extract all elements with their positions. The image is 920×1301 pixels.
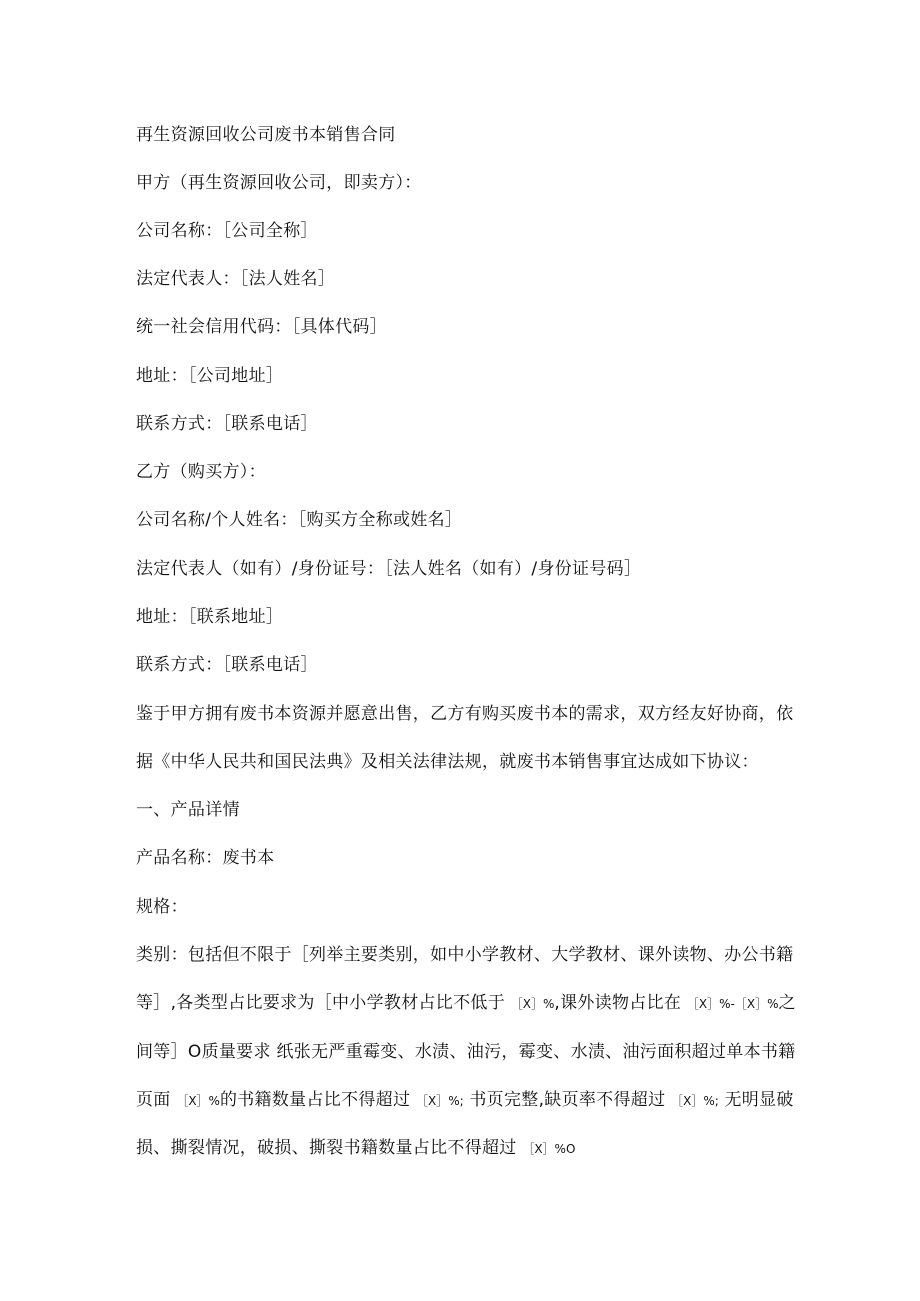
category-line-4-part-c: 的书籍数量占比不得超过 <box>219 1090 411 1110</box>
category-line-2-part-c: ,课外读物占比在 <box>554 993 682 1013</box>
party-b-legal-rep-id: 法定代表人（如有）/身份证号：［法人姓名（如有）/身份证号码］ <box>136 559 642 579</box>
category-line-5-part-a: 损、撕裂情况，破损、撕裂书籍数量占比不得超过 <box>136 1138 517 1158</box>
preamble-line-2: 据《中华人民共和国民法典》及相关法律法规，就废书本销售事宜达成如下协议： <box>136 752 759 772</box>
party-a-legal-rep: 法定代表人：［法人姓名］ <box>136 269 336 289</box>
category-line-4-part-e: 书页完整,缺页率不得超过 <box>469 1090 666 1110</box>
document-title: 再生资源回收公司废书本销售合同 <box>136 125 396 145</box>
category-line-2 <box>136 991 796 1016</box>
category-line-2-part-d: ［X］%-［X］% <box>686 997 779 1011</box>
party-b-name: 公司名称/个人姓名：［购买方全称或姓名］ <box>136 510 463 530</box>
category-line-4 <box>136 1088 794 1113</box>
category-line-4-part-f: ［X］%; <box>671 1094 719 1108</box>
party-a-credit-code: 统一社会信用代码：［具体代码］ <box>136 317 387 337</box>
section-1-heading: 一、产品详情 <box>136 800 240 820</box>
category-line-4-part-g: 无明显破 <box>724 1090 794 1110</box>
party-a-contact: 联系方式：［联系电话］ <box>136 414 318 434</box>
category-line-1: 类别：包括但不限于［列举主要类别，如中小学教材、大学教材、课外读物、办公书籍 <box>136 945 794 965</box>
category-line-2-part-a: 等］,各类型占比要求为［中小学教材占比不低于 <box>136 993 506 1013</box>
category-line-3: 间等］O质量要求 纸张无严重霉变、水渍、油污，霉变、水渍、油污面积超过单本书籍 <box>136 1042 796 1062</box>
category-line-4-part-b: ［X］% <box>176 1094 220 1108</box>
party-b-heading: 乙方（购买方）： <box>136 462 266 482</box>
party-a-heading: 甲方（再生资源回收公司，即卖方）： <box>136 173 422 193</box>
party-b-contact: 联系方式：［联系电话］ <box>136 655 318 675</box>
product-name: 产品名称：废书本 <box>136 848 275 868</box>
party-b-address: 地址：［联系地址］ <box>136 607 284 627</box>
party-a-address: 地址：［公司地址］ <box>136 366 284 386</box>
category-line-2-part-b: ［X］% <box>510 997 555 1011</box>
category-line-5 <box>136 1136 575 1161</box>
spec-label: 规格： <box>136 897 188 917</box>
category-line-4-part-a: 页面 <box>136 1090 171 1110</box>
preamble-line-1: 鉴于甲方拥有废书本资源并愿意出售，乙方有购买废书本的需求，双方经友好协商，依 <box>136 704 794 724</box>
category-line-4-part-d: ［X］%; <box>415 1094 464 1108</box>
category-line-5-part-b: ［X］%O <box>522 1142 576 1156</box>
party-a-company-name: 公司名称：［公司全称］ <box>136 221 318 241</box>
category-line-2-part-e: 之 <box>778 993 796 1013</box>
